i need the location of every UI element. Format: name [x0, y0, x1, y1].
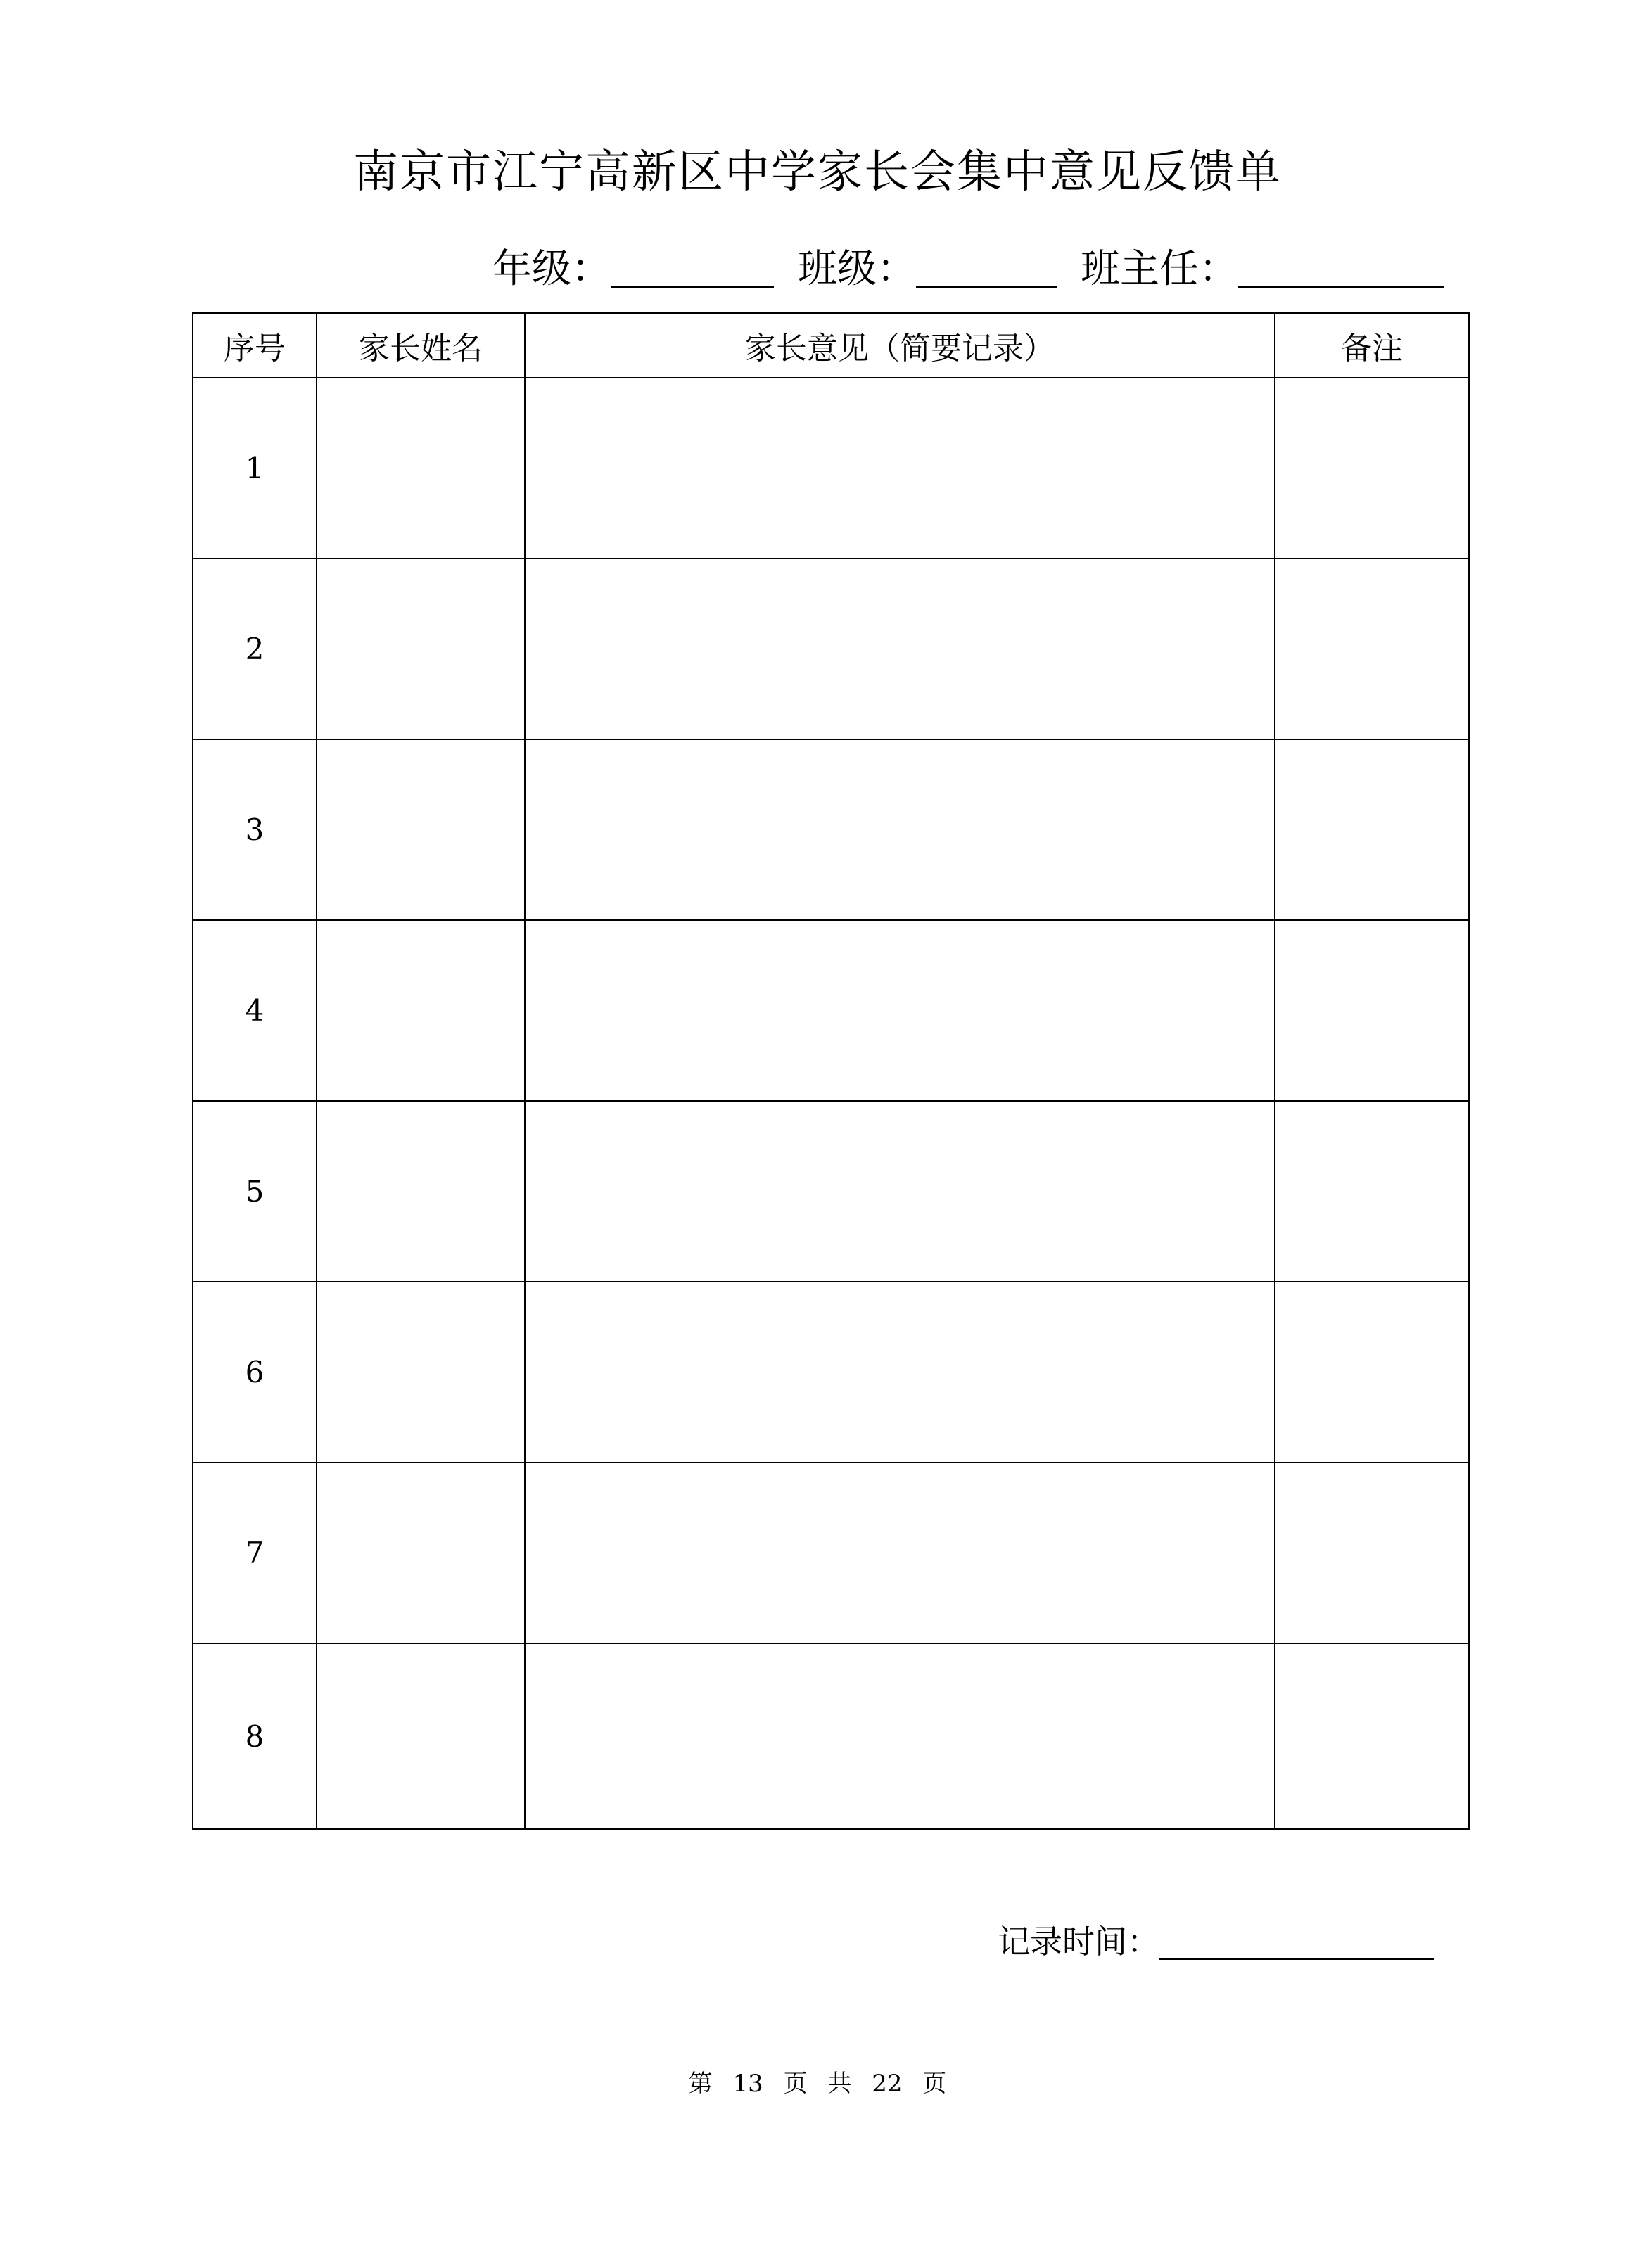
row-number: 3 — [193, 739, 317, 920]
grade-label: 年级： — [492, 246, 611, 292]
table-row — [193, 739, 1469, 920]
parent-opinion-cell[interactable] — [525, 1463, 1275, 1643]
table-header-row — [193, 313, 1469, 378]
parent-opinion-cell[interactable] — [525, 1643, 1275, 1829]
parent-name-cell[interactable] — [317, 739, 525, 920]
remarks-cell[interactable] — [1275, 378, 1469, 559]
parent-name-cell[interactable] — [317, 559, 525, 739]
page-current: 13 — [732, 2070, 763, 2098]
parent-name-cell[interactable] — [317, 920, 525, 1101]
teacher-label: 班主任： — [1081, 246, 1238, 292]
remarks-cell[interactable] — [1275, 1643, 1469, 1829]
header-remarks: 备注 — [1275, 313, 1469, 378]
header-parent-opinion: 家长意见（简要记录） — [525, 313, 1275, 378]
parent-name-cell[interactable] — [317, 1643, 525, 1829]
record-time-field[interactable] — [1159, 1921, 1434, 1960]
feedback-table — [192, 312, 1470, 1830]
remarks-cell[interactable] — [1275, 739, 1469, 920]
grade-field[interactable] — [611, 244, 774, 288]
page-number — [0, 2068, 1635, 2099]
parent-opinion-cell[interactable] — [525, 920, 1275, 1101]
parent-name-cell[interactable] — [317, 378, 525, 559]
row-number: 1 — [193, 378, 317, 559]
row-number: 7 — [193, 1463, 317, 1643]
teacher-field[interactable] — [1238, 244, 1444, 288]
parent-opinion-cell[interactable] — [525, 378, 1275, 559]
table-row — [193, 378, 1469, 559]
parent-opinion-cell[interactable] — [525, 1282, 1275, 1463]
remarks-cell[interactable] — [1275, 1101, 1469, 1282]
table-row — [193, 559, 1469, 739]
parent-opinion-cell[interactable] — [525, 1101, 1275, 1282]
table-row — [193, 1643, 1469, 1829]
row-number: 6 — [193, 1282, 317, 1463]
page-suffix: 页 — [922, 2070, 947, 2098]
row-number: 2 — [193, 559, 317, 739]
remarks-cell[interactable] — [1275, 1282, 1469, 1463]
form-meta — [492, 238, 1444, 294]
class-field[interactable] — [916, 244, 1057, 288]
row-number: 4 — [193, 920, 317, 1101]
record-time — [998, 1920, 1434, 1963]
table-row — [193, 1101, 1469, 1282]
document-title: 南京市江宁高新区中学家长会集中意见反馈单 — [353, 146, 1282, 198]
table-row — [193, 920, 1469, 1101]
parent-name-cell[interactable] — [317, 1101, 525, 1282]
parent-name-cell[interactable] — [317, 1463, 525, 1643]
page-total-label: 共 — [827, 2070, 852, 2098]
row-number: 5 — [193, 1101, 317, 1282]
header-serial: 序号 — [193, 313, 317, 378]
parent-opinion-cell[interactable] — [525, 739, 1275, 920]
remarks-cell[interactable] — [1275, 1463, 1469, 1643]
page-mid: 页 — [783, 2070, 808, 2098]
class-label: 班级： — [798, 246, 916, 292]
header-parent-name: 家长姓名 — [317, 313, 525, 378]
record-time-label: 记录时间： — [998, 1923, 1159, 1961]
table-row — [193, 1463, 1469, 1643]
parent-opinion-cell[interactable] — [525, 559, 1275, 739]
page-total: 22 — [872, 2070, 903, 2098]
row-number: 8 — [193, 1643, 317, 1829]
parent-name-cell[interactable] — [317, 1282, 525, 1463]
table-row — [193, 1282, 1469, 1463]
remarks-cell[interactable] — [1275, 559, 1469, 739]
remarks-cell[interactable] — [1275, 920, 1469, 1101]
page-prefix: 第 — [688, 2070, 713, 2098]
